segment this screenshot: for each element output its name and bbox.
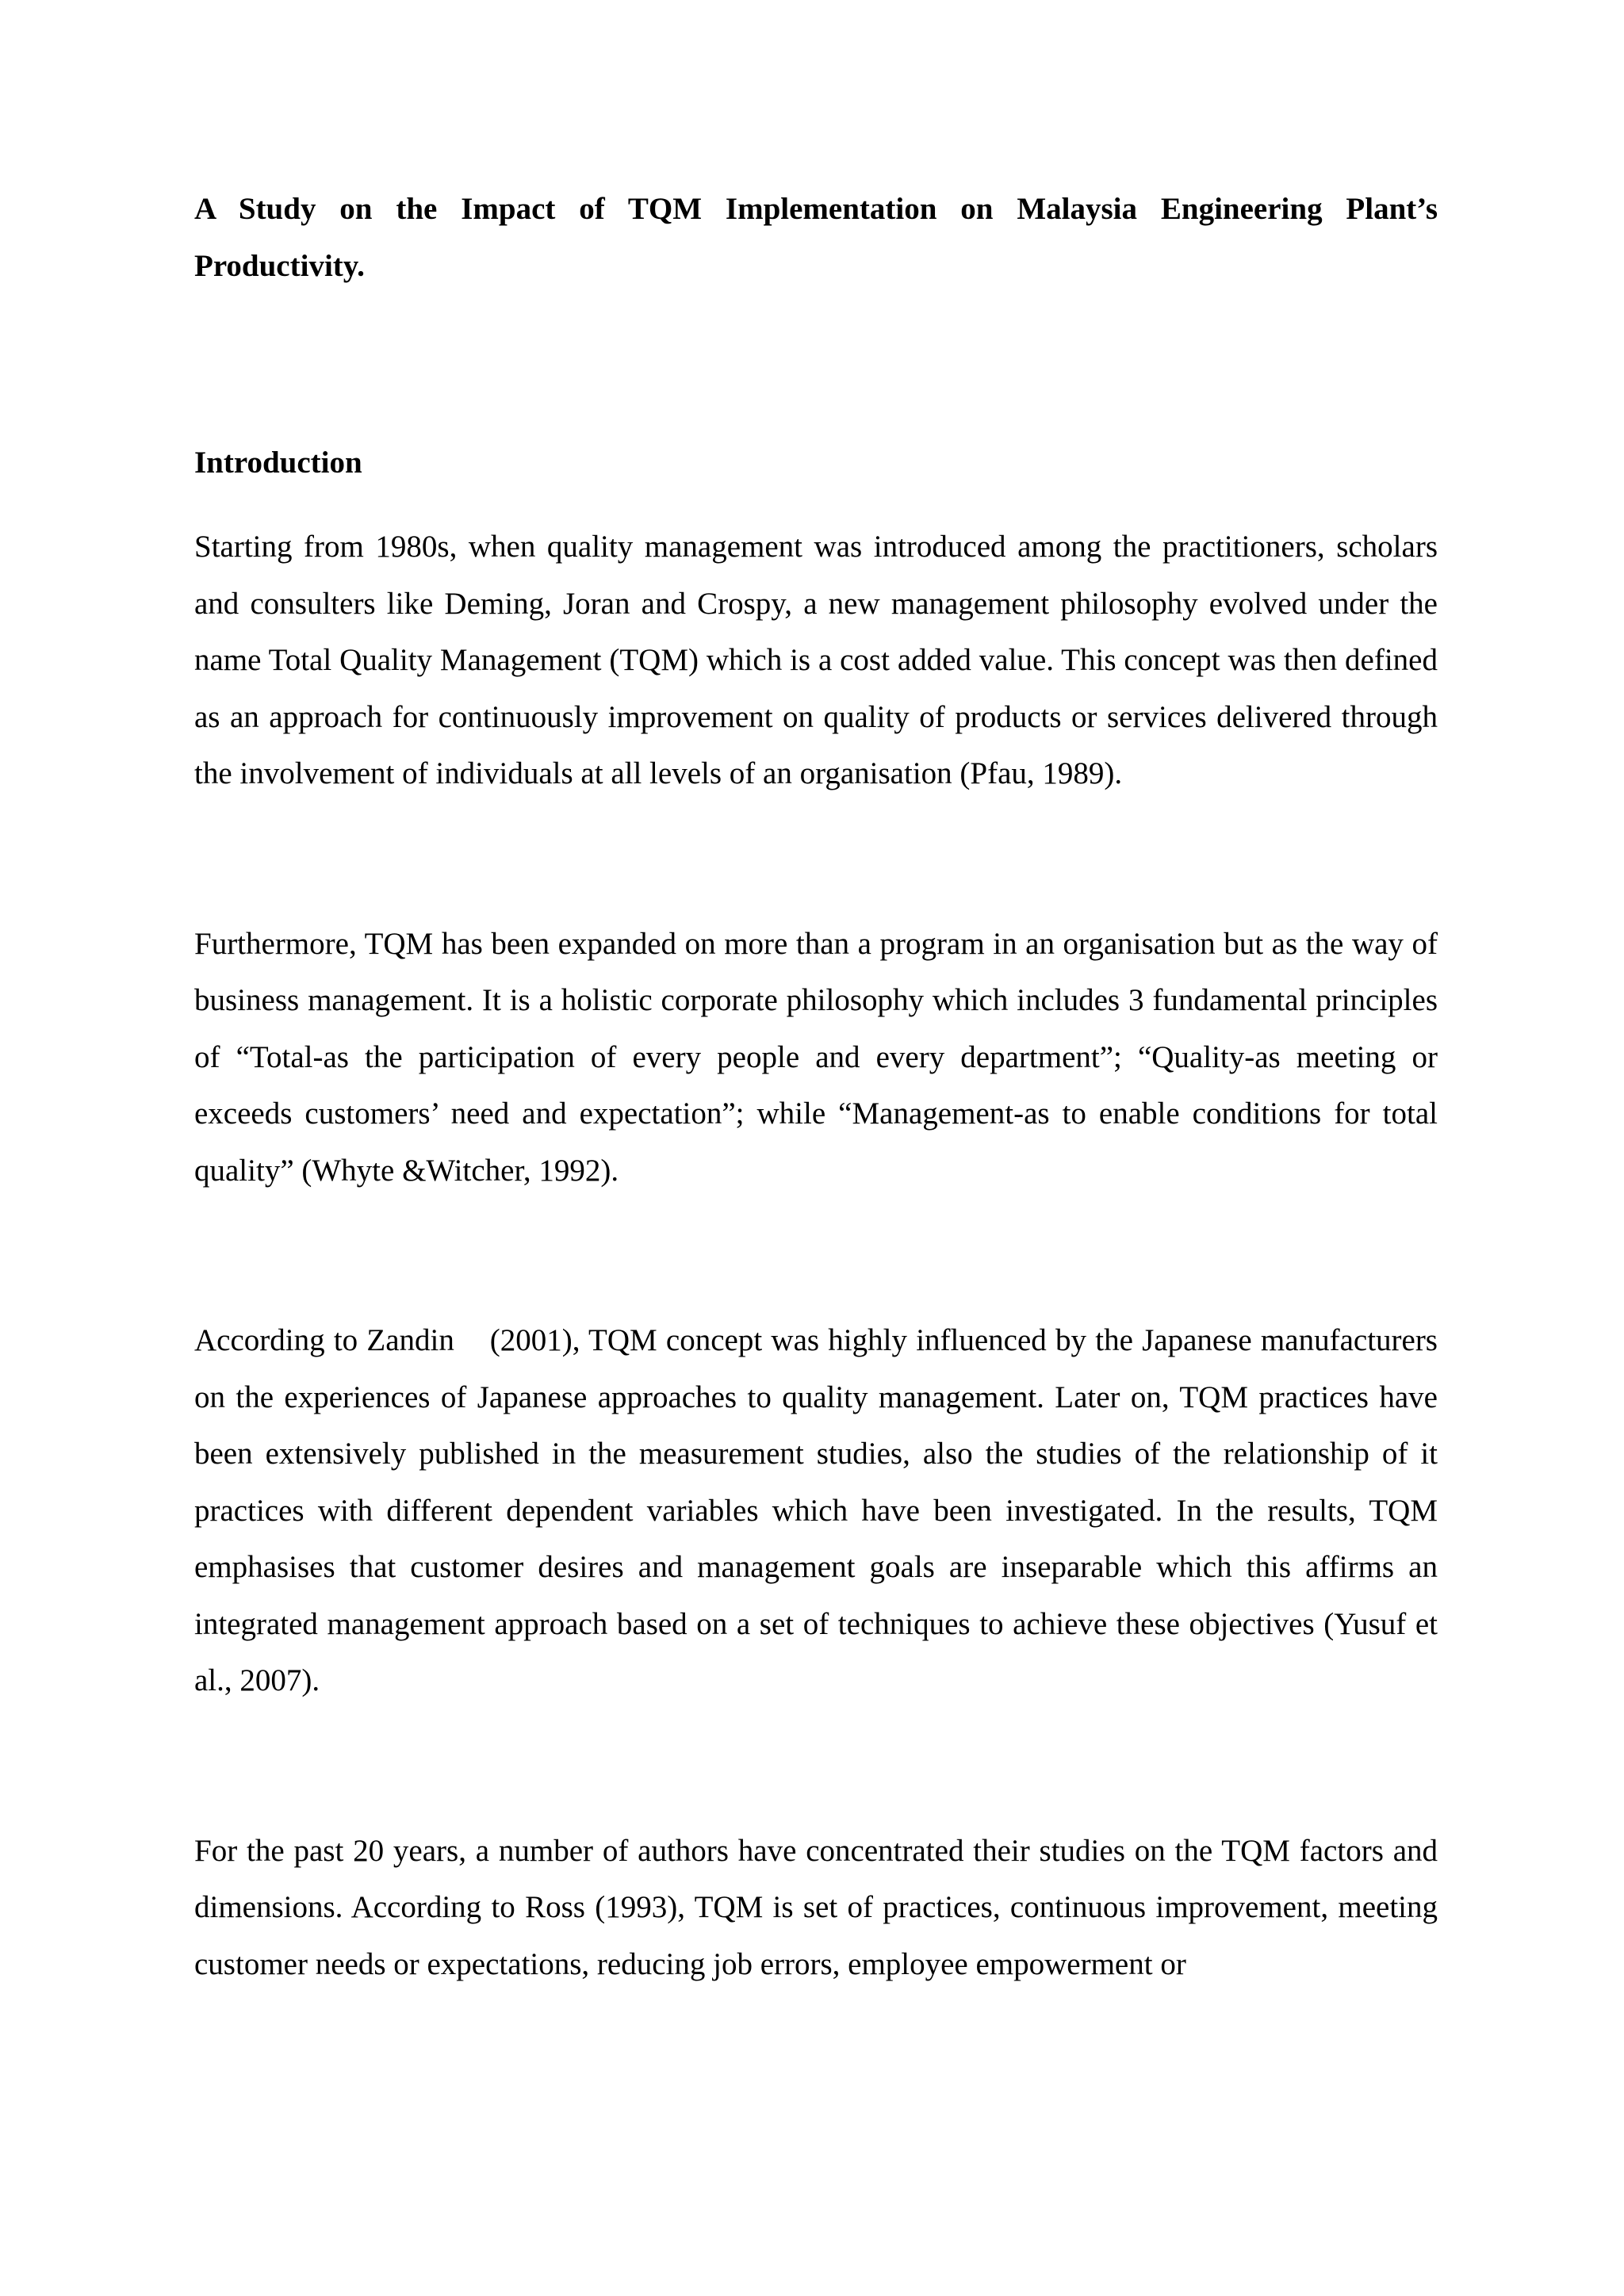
document-title: A Study on the Impact of TQM Implementation on Malaysia Engineering Plant’s Productivity. bbox=[194, 192, 1438, 283]
section-heading: Introduction bbox=[194, 446, 362, 480]
paragraph-1: Starting from 1980s, when quality management was introduced among the practitioners, scholars and consulters like Deming, Joran and Crospy, a new management philosophy evolved under the name Total Quality Management (TQM) which is a cost added value. This concept was then defined as an approach for continuously improvement on quality of products or services delivered through the involvement of individuals at all levels of an organisation (Pfau, 1989). bbox=[194, 530, 1438, 790]
paragraph-3: According to Zandin (2001), TQM concept was highly influenced by the Japanese manufacturers on the experiences of Japanese approaches to quality management. Later on, TQM practices have been extensively published in the measurement studies, also the studies of the relationship of it practices with different dependent variables which have been investigated. In the results, TQM emphasises that customer desires and management goals are inseparable which this affirms an integrated management approach based on a set of techniques to achieve these objectives (Yusuf et al., 2007). bbox=[194, 1323, 1446, 1697]
paragraph-2: Furthermore, TQM has been expanded on more than a program in an organisation but as the way of business management. It is a holistic corporate philosophy which includes 3 fundamental principles of “Total-as the participation of every people and every department”; “Quality-as meeting or exceeds customers’ need and expectation”; while “Management-as to enable conditions for total quality” (Whyte &Witcher, 1992). bbox=[194, 926, 1438, 1188]
document-body bbox=[194, 181, 1446, 2106]
paragraph-4: For the past 20 years, a number of authors have concentrated their studies on the TQM factors and dimensions. According to Ross (1993), TQM is set of practices, continuous improvement, meeting customer needs or expectations, reducing job errors, employee empowerment or bbox=[194, 1833, 1438, 1981]
